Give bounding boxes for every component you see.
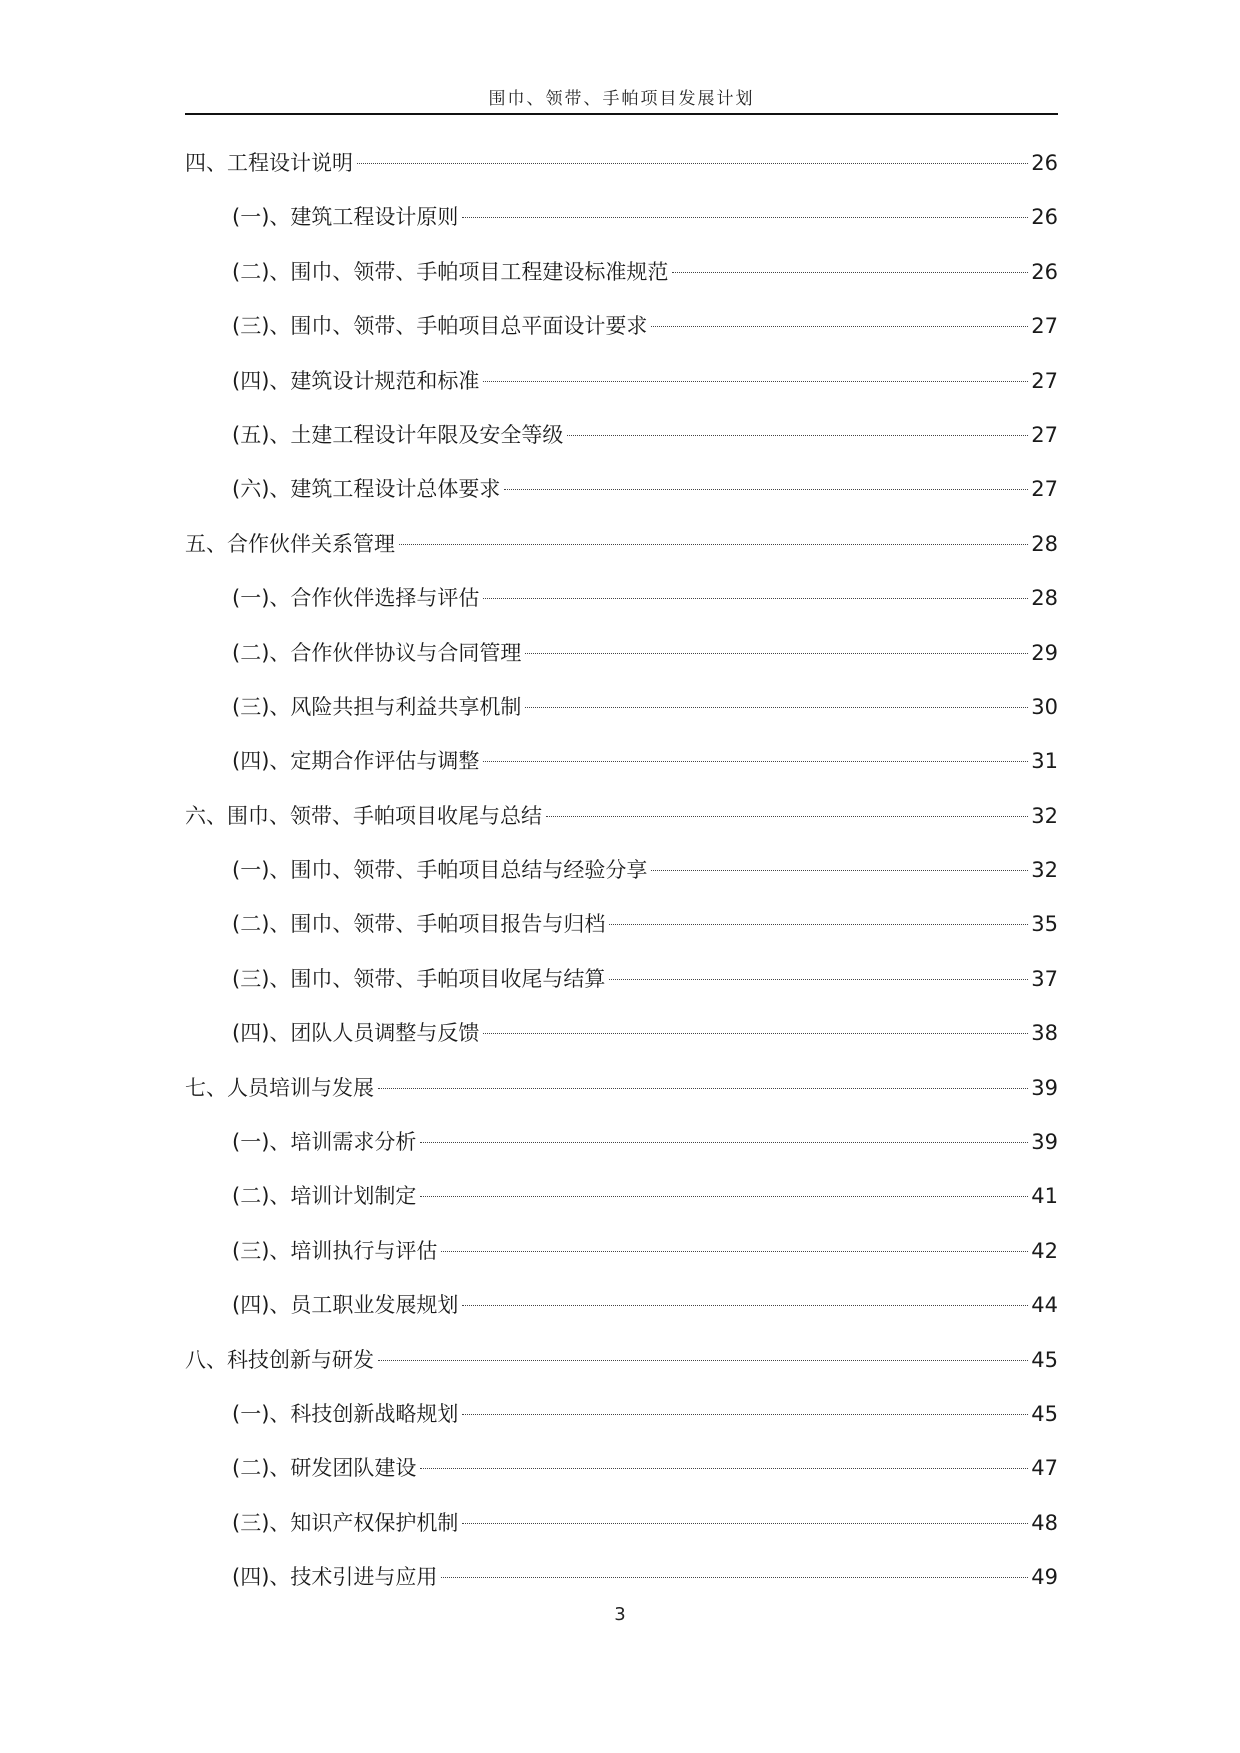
toc-section-entry[interactable] <box>185 1396 1058 1450</box>
toc-entry-page: 45 <box>1031 1347 1058 1372</box>
toc-section-entry[interactable] <box>185 580 1058 634</box>
toc-entry-title: (三)、风险共担与利益共享机制 <box>232 694 522 719</box>
toc-entry-page: 29 <box>1031 640 1058 665</box>
toc-entry-page: 39 <box>1031 1130 1058 1155</box>
toc-entry-page: 39 <box>1031 1075 1058 1100</box>
toc-dot-leader <box>609 924 1028 925</box>
toc-dot-leader <box>672 272 1028 273</box>
toc-section-entry[interactable] <box>185 1124 1058 1178</box>
toc-entry-page: 45 <box>1031 1401 1058 1426</box>
toc-dot-leader <box>462 1414 1028 1415</box>
toc-dot-leader <box>483 1033 1028 1034</box>
toc-entry-title: (三)、培训执行与评估 <box>232 1238 438 1263</box>
toc-entry-title: 六、围巾、领带、手帕项目收尾与总结 <box>185 803 542 828</box>
toc-chapter-entry[interactable] <box>185 1342 1058 1396</box>
toc-dot-leader <box>651 326 1028 327</box>
toc-section-entry[interactable] <box>185 471 1058 525</box>
toc-section-entry[interactable] <box>185 852 1058 906</box>
toc-dot-leader <box>441 1577 1028 1578</box>
toc-section-entry[interactable] <box>185 1287 1058 1341</box>
toc-section-entry[interactable] <box>185 1178 1058 1232</box>
toc-dot-leader <box>651 870 1028 871</box>
toc-chapter-entry[interactable] <box>185 526 1058 580</box>
toc-entry-title: (一)、建筑工程设计原则 <box>232 205 459 230</box>
toc-section-entry[interactable] <box>185 1015 1058 1069</box>
toc-entry-title: (三)、知识产权保护机制 <box>232 1510 459 1535</box>
toc-entry-title: (六)、建筑工程设计总体要求 <box>232 477 501 502</box>
toc-entry-title: 八、科技创新与研发 <box>185 1347 374 1372</box>
running-header: 围巾、领带、手帕项目发展计划 <box>488 89 755 109</box>
toc-entry-page: 26 <box>1031 259 1058 284</box>
toc-dot-leader <box>420 1142 1028 1143</box>
toc-entry-title: 四、工程设计说明 <box>185 151 353 175</box>
toc-entry-title: (三)、围巾、领带、手帕项目总平面设计要求 <box>232 314 648 339</box>
toc-dot-leader <box>525 707 1028 708</box>
toc-entry-page: 32 <box>1031 858 1058 883</box>
toc-dot-leader <box>357 163 1028 164</box>
toc-entry-title: (二)、合作伙伴协议与合同管理 <box>232 640 522 665</box>
toc-section-entry[interactable] <box>185 689 1058 743</box>
toc-entry-title: 七、人员培训与发展 <box>185 1075 374 1100</box>
toc-dot-leader <box>462 1305 1028 1306</box>
toc-section-entry[interactable] <box>185 1233 1058 1287</box>
toc-dot-leader <box>609 979 1028 980</box>
toc-entry-title: (四)、建筑设计规范和标准 <box>232 368 480 393</box>
toc-dot-leader <box>378 1088 1028 1089</box>
toc-dot-leader <box>525 653 1028 654</box>
toc-entry-page: 48 <box>1031 1510 1058 1535</box>
toc-entry-page: 27 <box>1031 368 1058 393</box>
toc-dot-leader <box>567 435 1028 436</box>
toc-dot-leader <box>483 381 1028 382</box>
toc-entry-title: (五)、土建工程设计年限及安全等级 <box>232 422 564 447</box>
toc-entry-page: 26 <box>1031 205 1058 230</box>
toc-dot-leader <box>483 761 1028 762</box>
toc-chapter-entry[interactable] <box>185 145 1058 199</box>
toc-entry-page: 28 <box>1031 586 1058 611</box>
toc-entry-page: 35 <box>1031 912 1058 937</box>
toc-entry-title: 五、合作伙伴关系管理 <box>185 531 395 556</box>
toc-dot-leader <box>504 489 1028 490</box>
toc-dot-leader <box>441 1251 1028 1252</box>
toc-dot-leader <box>420 1196 1028 1197</box>
toc-section-entry[interactable] <box>185 363 1058 417</box>
toc-chapter-entry[interactable] <box>185 1070 1058 1124</box>
toc-dot-leader <box>546 816 1028 817</box>
toc-dot-leader <box>462 217 1028 218</box>
toc-entry-page: 32 <box>1031 803 1058 828</box>
toc-section-entry[interactable] <box>185 1450 1058 1504</box>
toc-chapter-entry[interactable] <box>185 798 1058 852</box>
toc-section-entry[interactable] <box>185 199 1058 253</box>
toc-entry-title: (一)、合作伙伴选择与评估 <box>232 586 480 611</box>
toc-entry-title: (四)、团队人员调整与反馈 <box>232 1021 480 1046</box>
toc-entry-page: 26 <box>1031 151 1058 175</box>
toc-entry-title: (二)、围巾、领带、手帕项目工程建设标准规范 <box>232 259 669 284</box>
toc-entry-title: (四)、员工职业发展规划 <box>232 1293 459 1318</box>
toc-entry-page: 42 <box>1031 1238 1058 1263</box>
toc-entry-title: (四)、技术引进与应用 <box>232 1565 438 1590</box>
toc-section-entry[interactable] <box>185 961 1058 1015</box>
toc-entry-page: 31 <box>1031 749 1058 774</box>
toc-entry-page: 28 <box>1031 531 1058 556</box>
toc-section-entry[interactable] <box>185 635 1058 689</box>
toc-dot-leader <box>420 1468 1028 1469</box>
toc-entry-title: (四)、定期合作评估与调整 <box>232 749 480 774</box>
page-number: 3 <box>614 1604 626 1625</box>
toc-entry-page: 30 <box>1031 694 1058 719</box>
toc-dot-leader <box>483 598 1028 599</box>
toc-entry-page: 27 <box>1031 314 1058 339</box>
toc-entry-title: (二)、培训计划制定 <box>232 1184 417 1209</box>
toc-dot-leader <box>378 1360 1028 1361</box>
toc-entry-title: (二)、围巾、领带、手帕项目报告与归档 <box>232 912 606 937</box>
toc-section-entry[interactable] <box>185 743 1058 797</box>
toc-entry-page: 37 <box>1031 966 1058 991</box>
toc-section-entry[interactable] <box>185 308 1058 362</box>
header-rule <box>185 113 1058 115</box>
table-of-contents <box>185 145 1058 1614</box>
toc-entry-title: (二)、研发团队建设 <box>232 1456 417 1481</box>
toc-entry-page: 49 <box>1031 1565 1058 1590</box>
toc-entry-page: 38 <box>1031 1021 1058 1046</box>
toc-entry-page: 47 <box>1031 1456 1058 1481</box>
toc-entry-title: (一)、培训需求分析 <box>232 1130 417 1155</box>
toc-entry-page: 27 <box>1031 422 1058 447</box>
toc-entry-title: (一)、科技创新战略规划 <box>232 1401 459 1426</box>
toc-dot-leader <box>399 544 1028 545</box>
toc-entry-title: (一)、围巾、领带、手帕项目总结与经验分享 <box>232 858 648 883</box>
toc-entry-title: (三)、围巾、领带、手帕项目收尾与结算 <box>232 966 606 991</box>
toc-entry-page: 41 <box>1031 1184 1058 1209</box>
toc-section-entry[interactable] <box>185 1505 1058 1559</box>
toc-entry-page: 27 <box>1031 477 1058 502</box>
toc-section-entry[interactable] <box>185 417 1058 471</box>
toc-entry-page: 44 <box>1031 1293 1058 1318</box>
toc-section-entry[interactable] <box>185 906 1058 960</box>
toc-dot-leader <box>462 1523 1028 1524</box>
toc-section-entry[interactable] <box>185 254 1058 308</box>
